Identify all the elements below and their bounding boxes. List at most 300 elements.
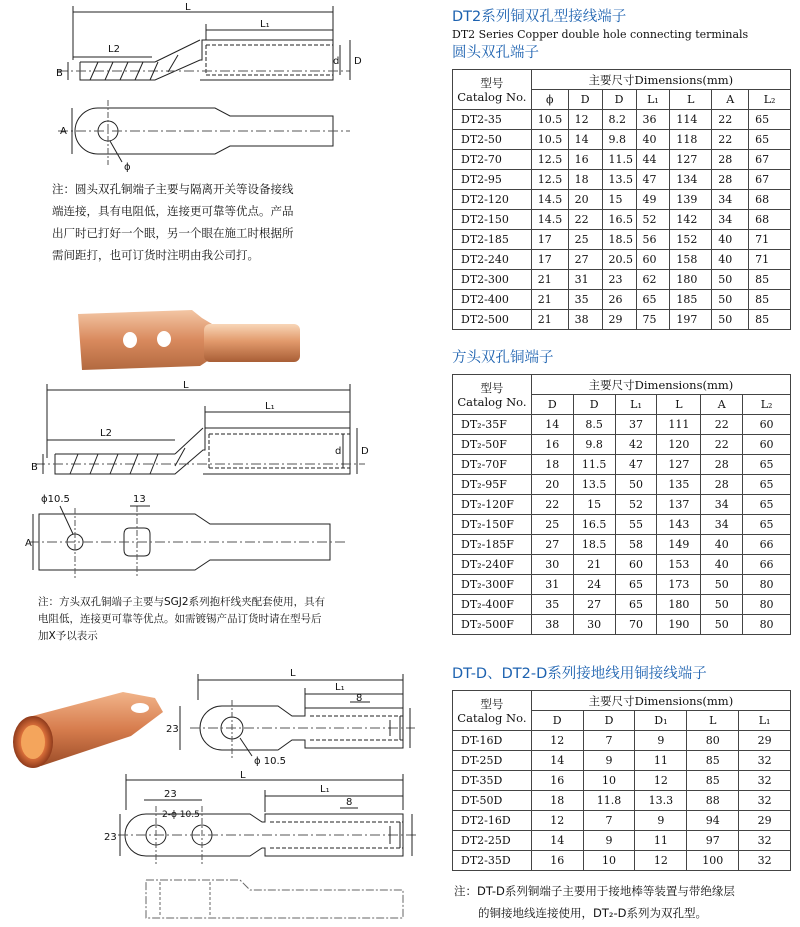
value-cell: 65 — [615, 575, 657, 595]
column-header: A — [712, 90, 749, 110]
value-cell: 9.8 — [573, 435, 615, 455]
value-cell: 12.5 — [531, 150, 568, 170]
value-cell: 8.5 — [573, 415, 615, 435]
value-cell: 40 — [701, 555, 743, 575]
value-cell: 88 — [687, 791, 739, 811]
model-cell: DT2-16D — [453, 811, 532, 831]
value-cell: 80 — [743, 575, 791, 595]
section1-subtitle2: 圆头双孔端子 — [452, 45, 539, 61]
value-cell: 80 — [743, 615, 791, 635]
value-cell: 142 — [670, 210, 712, 230]
value-cell: 14.5 — [531, 190, 568, 210]
value-cell: 27 — [531, 535, 573, 555]
value-cell: 65 — [615, 595, 657, 615]
table-square-double-hole — [452, 374, 791, 635]
table-row — [453, 751, 791, 771]
value-cell: 20 — [531, 475, 573, 495]
value-cell: 14 — [568, 130, 602, 150]
model-cell: DT₂-50F — [453, 435, 532, 455]
model-cell: DT2-95 — [453, 170, 532, 190]
model-cell: DT2-70 — [453, 150, 532, 170]
value-cell: 152 — [670, 230, 712, 250]
table-row — [453, 731, 791, 751]
table-row — [453, 595, 791, 615]
table-row — [453, 495, 791, 515]
svg-text:L₁: L₁ — [265, 401, 275, 412]
model-cell: DT₂-300F — [453, 575, 532, 595]
model-cell: DT₂-185F — [453, 535, 532, 555]
value-cell: 40 — [712, 250, 749, 270]
drawing-square-head-terminal — [25, 378, 370, 593]
model-cell: DT2-185 — [453, 230, 532, 250]
value-cell: 14 — [531, 751, 583, 771]
svg-text:L₁: L₁ — [320, 784, 330, 795]
value-cell: 22 — [701, 415, 743, 435]
column-header: D — [602, 90, 636, 110]
value-cell: 24 — [573, 575, 615, 595]
value-cell: 47 — [636, 170, 670, 190]
value-cell: 16.5 — [573, 515, 615, 535]
value-cell: 62 — [636, 270, 670, 290]
table-row — [453, 190, 791, 210]
section1-title: DT2系列铜双孔型接线端子 — [452, 9, 627, 25]
model-cell: DT-16D — [453, 731, 532, 751]
table-row — [453, 130, 791, 150]
value-cell: 21 — [531, 290, 568, 310]
value-cell: 32 — [739, 851, 791, 871]
value-cell: 11 — [635, 831, 687, 851]
value-cell: 25 — [568, 230, 602, 250]
column-header: D — [583, 711, 635, 731]
value-cell: 111 — [657, 415, 701, 435]
header-dimensions: 主要尺寸Dimensions(mm) — [531, 375, 790, 395]
value-cell: 65 — [636, 290, 670, 310]
table-row — [453, 415, 791, 435]
value-cell: 9 — [583, 751, 635, 771]
drawing-ground-double-hole — [100, 770, 420, 925]
table-row — [453, 851, 791, 871]
value-cell: 11.5 — [602, 150, 636, 170]
value-cell: 65 — [749, 110, 791, 130]
value-cell: 12 — [635, 851, 687, 871]
value-cell: 149 — [657, 535, 701, 555]
value-cell: 10.5 — [531, 110, 568, 130]
header-catalog: 型号 Catalog No. — [453, 375, 532, 415]
model-cell: DT₂-150F — [453, 515, 532, 535]
value-cell: 50 — [712, 290, 749, 310]
value-cell: 158 — [670, 250, 712, 270]
table-row — [453, 475, 791, 495]
column-header: D — [573, 395, 615, 415]
model-cell: DT2-150 — [453, 210, 532, 230]
header-dimensions: 主要尺寸Dimensions(mm) — [531, 691, 790, 711]
value-cell: 12 — [531, 731, 583, 751]
photo-round-double-hole-lug — [72, 300, 312, 375]
value-cell: 70 — [615, 615, 657, 635]
column-header: D — [531, 395, 573, 415]
value-cell: 50 — [701, 575, 743, 595]
value-cell: 16 — [531, 435, 573, 455]
column-header: L₁ — [615, 395, 657, 415]
table-row — [453, 515, 791, 535]
model-cell: DT₂-500F — [453, 615, 532, 635]
column-header: L₁ — [636, 90, 670, 110]
value-cell: 40 — [701, 535, 743, 555]
value-cell: 85 — [687, 751, 739, 771]
value-cell: 50 — [701, 595, 743, 615]
table-row — [453, 210, 791, 230]
value-cell: 173 — [657, 575, 701, 595]
value-cell: 8.2 — [602, 110, 636, 130]
table-row — [453, 290, 791, 310]
value-cell: 85 — [687, 771, 739, 791]
value-cell: 68 — [749, 210, 791, 230]
value-cell: 67 — [749, 170, 791, 190]
column-header: L₂ — [749, 90, 791, 110]
header-catalog: 型号 Catalog No. — [453, 691, 532, 731]
value-cell: 20.5 — [602, 250, 636, 270]
value-cell: 32 — [739, 751, 791, 771]
value-cell: 18 — [531, 455, 573, 475]
section3-title: DT-D、DT2-D系列接地线用铜接线端子 — [452, 666, 707, 682]
value-cell: 97 — [687, 831, 739, 851]
model-cell: DT2-240 — [453, 250, 532, 270]
table-row — [453, 555, 791, 575]
column-header: A — [701, 395, 743, 415]
value-cell: 13.3 — [635, 791, 687, 811]
value-cell: 127 — [670, 150, 712, 170]
table-row — [453, 150, 791, 170]
value-cell: 22 — [701, 435, 743, 455]
value-cell: 80 — [687, 731, 739, 751]
value-cell: 13.5 — [573, 475, 615, 495]
value-cell: 180 — [670, 270, 712, 290]
table-row — [453, 455, 791, 475]
svg-text:d: d — [335, 446, 342, 457]
value-cell: 68 — [749, 190, 791, 210]
value-cell: 34 — [701, 515, 743, 535]
value-cell: 135 — [657, 475, 701, 495]
value-cell: 190 — [657, 615, 701, 635]
table-ground-wire-terminal — [452, 690, 791, 871]
svg-text:B: B — [31, 462, 38, 473]
svg-text:ϕ: ϕ — [124, 162, 131, 173]
svg-text:L₁: L₁ — [335, 682, 345, 693]
value-cell: 134 — [670, 170, 712, 190]
value-cell: 42 — [615, 435, 657, 455]
svg-text:B: B — [56, 68, 63, 79]
value-cell: 50 — [701, 615, 743, 635]
value-cell: 22 — [531, 495, 573, 515]
value-cell: 11.5 — [573, 455, 615, 475]
value-cell: 22 — [712, 110, 749, 130]
value-cell: 29 — [739, 731, 791, 751]
value-cell: 27 — [568, 250, 602, 270]
column-header: L — [670, 90, 712, 110]
value-cell: 7 — [583, 731, 635, 751]
value-cell: 143 — [657, 515, 701, 535]
value-cell: 153 — [657, 555, 701, 575]
table-row — [453, 110, 791, 130]
value-cell: 65 — [749, 130, 791, 150]
svg-text:d: d — [333, 56, 340, 67]
column-header: D — [531, 711, 583, 731]
table-row — [453, 831, 791, 851]
value-cell: 10 — [583, 771, 635, 791]
model-cell: DT2-120 — [453, 190, 532, 210]
value-cell: 28 — [701, 475, 743, 495]
model-cell: DT2-35D — [453, 851, 532, 871]
value-cell: 16 — [531, 771, 583, 791]
value-cell: 139 — [670, 190, 712, 210]
value-cell: 71 — [749, 250, 791, 270]
column-header: L — [687, 711, 739, 731]
model-cell: DT₂-120F — [453, 495, 532, 515]
table-row — [453, 435, 791, 455]
svg-text:ϕ10.5: ϕ10.5 — [41, 494, 70, 505]
value-cell: 114 — [670, 110, 712, 130]
value-cell: 12 — [635, 771, 687, 791]
value-cell: 55 — [615, 515, 657, 535]
table-row — [453, 270, 791, 290]
model-cell: DT-25D — [453, 751, 532, 771]
value-cell: 11.8 — [583, 791, 635, 811]
model-cell: DT2-300 — [453, 270, 532, 290]
value-cell: 60 — [615, 555, 657, 575]
value-cell: 21 — [531, 270, 568, 290]
section1-subtitle: DT2 Series Copper double hole connecting terminals — [452, 28, 749, 41]
value-cell: 18.5 — [602, 230, 636, 250]
value-cell: 16 — [568, 150, 602, 170]
value-cell: 9 — [635, 811, 687, 831]
header-dimensions: 主要尺寸Dimensions(mm) — [531, 70, 790, 90]
value-cell: 118 — [670, 130, 712, 150]
header-catalog: 型号 Catalog No. — [453, 70, 532, 110]
drawing-ground-single-hole — [160, 660, 420, 770]
value-cell: 11 — [635, 751, 687, 771]
value-cell: 180 — [657, 595, 701, 615]
value-cell: 85 — [749, 270, 791, 290]
value-cell: 23 — [602, 270, 636, 290]
value-cell: 17 — [531, 230, 568, 250]
svg-text:A: A — [25, 538, 32, 549]
value-cell: 10 — [583, 851, 635, 871]
value-cell: 100 — [687, 851, 739, 871]
value-cell: 94 — [687, 811, 739, 831]
value-cell: 18 — [531, 791, 583, 811]
model-cell: DT2-500 — [453, 310, 532, 330]
value-cell: 67 — [749, 150, 791, 170]
table-row — [453, 771, 791, 791]
value-cell: 12 — [531, 811, 583, 831]
value-cell: 35 — [531, 595, 573, 615]
value-cell: 32 — [739, 771, 791, 791]
table-row — [453, 230, 791, 250]
value-cell: 60 — [636, 250, 670, 270]
value-cell: 65 — [743, 495, 791, 515]
value-cell: 18 — [568, 170, 602, 190]
value-cell: 44 — [636, 150, 670, 170]
value-cell: 66 — [743, 555, 791, 575]
svg-text:23: 23 — [104, 832, 117, 843]
value-cell: 10.5 — [531, 130, 568, 150]
value-cell: 27 — [573, 595, 615, 615]
svg-text:L2: L2 — [100, 428, 112, 439]
value-cell: 65 — [743, 455, 791, 475]
svg-text:2-ϕ 10.5: 2-ϕ 10.5 — [162, 810, 200, 820]
column-header: L₂ — [743, 395, 791, 415]
model-cell: DT-50D — [453, 791, 532, 811]
value-cell: 15 — [573, 495, 615, 515]
value-cell: 28 — [701, 455, 743, 475]
value-cell: 22 — [712, 130, 749, 150]
value-cell: 50 — [615, 475, 657, 495]
column-header: D — [568, 90, 602, 110]
table-row — [453, 170, 791, 190]
table-row — [453, 575, 791, 595]
table-row — [453, 615, 791, 635]
model-cell: DT2-25D — [453, 831, 532, 851]
value-cell: 40 — [712, 230, 749, 250]
svg-text:ϕ 10.5: ϕ 10.5 — [254, 756, 287, 767]
svg-text:L2: L2 — [108, 44, 120, 55]
value-cell: 34 — [712, 210, 749, 230]
value-cell: 9 — [583, 831, 635, 851]
value-cell: 38 — [568, 310, 602, 330]
section1-note: 注：圆头双孔铜端子主要与隔离开关等设备接线 端连接，具有电阻低，连接更可靠等优点。产品 出厂时已打好一个眼，另一个眼在施工时根据所 需间距打，也可订货时注明由我公司打。 — [52, 182, 294, 262]
model-cell: DT-35D — [453, 771, 532, 791]
value-cell: 75 — [636, 310, 670, 330]
value-cell: 60 — [743, 415, 791, 435]
value-cell: 9 — [635, 731, 687, 751]
value-cell: 58 — [615, 535, 657, 555]
value-cell: 13.5 — [602, 170, 636, 190]
value-cell: 37 — [615, 415, 657, 435]
drawing-round-head-terminal — [50, 0, 390, 175]
value-cell: 52 — [636, 210, 670, 230]
value-cell: 185 — [670, 290, 712, 310]
value-cell: 14 — [531, 415, 573, 435]
value-cell: 40 — [636, 130, 670, 150]
value-cell: 47 — [615, 455, 657, 475]
value-cell: 31 — [531, 575, 573, 595]
table-row — [453, 310, 791, 330]
section2-title: 方头双孔铜端子 — [452, 350, 554, 366]
value-cell: 65 — [743, 475, 791, 495]
value-cell: 16.5 — [602, 210, 636, 230]
model-cell: DT₂-95F — [453, 475, 532, 495]
value-cell: 20 — [568, 190, 602, 210]
table-row — [453, 250, 791, 270]
table-row — [453, 535, 791, 555]
value-cell: 22 — [568, 210, 602, 230]
value-cell: 12.5 — [531, 170, 568, 190]
value-cell: 26 — [602, 290, 636, 310]
model-cell: DT2-400 — [453, 290, 532, 310]
svg-text:A: A — [60, 126, 67, 137]
value-cell: 66 — [743, 535, 791, 555]
svg-text:23: 23 — [166, 724, 179, 735]
value-cell: 197 — [670, 310, 712, 330]
value-cell: 16 — [531, 851, 583, 871]
model-cell: DT2-35 — [453, 110, 532, 130]
column-header: ϕ — [531, 90, 568, 110]
svg-text:L: L — [185, 2, 191, 13]
column-header: L₁ — [739, 711, 791, 731]
svg-text:D: D — [354, 56, 362, 67]
value-cell: 56 — [636, 230, 670, 250]
model-cell: DT₂-400F — [453, 595, 532, 615]
value-cell: 65 — [743, 515, 791, 535]
value-cell: 31 — [568, 270, 602, 290]
svg-text:L₁: L₁ — [260, 19, 270, 30]
value-cell: 12 — [568, 110, 602, 130]
value-cell: 28 — [712, 150, 749, 170]
model-cell: DT₂-240F — [453, 555, 532, 575]
value-cell: 38 — [531, 615, 573, 635]
value-cell: 25 — [531, 515, 573, 535]
model-cell: DT₂-70F — [453, 455, 532, 475]
value-cell: 15 — [602, 190, 636, 210]
value-cell: 50 — [712, 310, 749, 330]
model-cell: DT2-50 — [453, 130, 532, 150]
column-header: D₁ — [635, 711, 687, 731]
svg-text:L: L — [183, 380, 189, 391]
table-row — [453, 791, 791, 811]
table-row — [453, 811, 791, 831]
svg-text:13: 13 — [133, 494, 146, 505]
value-cell: 21 — [573, 555, 615, 575]
value-cell: 21 — [531, 310, 568, 330]
value-cell: 18.5 — [573, 535, 615, 555]
value-cell: 120 — [657, 435, 701, 455]
value-cell: 49 — [636, 190, 670, 210]
value-cell: 35 — [568, 290, 602, 310]
value-cell: 80 — [743, 595, 791, 615]
value-cell: 30 — [573, 615, 615, 635]
model-cell: DT₂-35F — [453, 415, 532, 435]
table-round-double-hole — [452, 69, 791, 330]
svg-text:23: 23 — [164, 789, 177, 800]
value-cell: 71 — [749, 230, 791, 250]
photo-ground-wire-lug — [5, 680, 175, 770]
column-header: L — [657, 395, 701, 415]
value-cell: 17 — [531, 250, 568, 270]
value-cell: 85 — [749, 290, 791, 310]
value-cell: 29 — [739, 811, 791, 831]
value-cell: 34 — [701, 495, 743, 515]
value-cell: 60 — [743, 435, 791, 455]
value-cell: 14 — [531, 831, 583, 851]
value-cell: 28 — [712, 170, 749, 190]
value-cell: 32 — [739, 831, 791, 851]
svg-text:8: 8 — [356, 693, 363, 704]
value-cell: 50 — [712, 270, 749, 290]
value-cell: 9.8 — [602, 130, 636, 150]
value-cell: 30 — [531, 555, 573, 575]
value-cell: 85 — [749, 310, 791, 330]
value-cell: 36 — [636, 110, 670, 130]
value-cell: 7 — [583, 811, 635, 831]
value-cell: 32 — [739, 791, 791, 811]
svg-text:L: L — [290, 668, 296, 679]
section2-note: 注：方头双孔铜端子主要与SGJ2系列抱杆线夹配套使用，具有 电阻低，连接更可靠等优点。如需镀锡产品订货时请在型号后 加X予以表示 — [38, 596, 326, 642]
value-cell: 52 — [615, 495, 657, 515]
value-cell: 127 — [657, 455, 701, 475]
value-cell: 137 — [657, 495, 701, 515]
svg-text:L: L — [240, 770, 246, 781]
svg-text:D: D — [361, 446, 369, 457]
